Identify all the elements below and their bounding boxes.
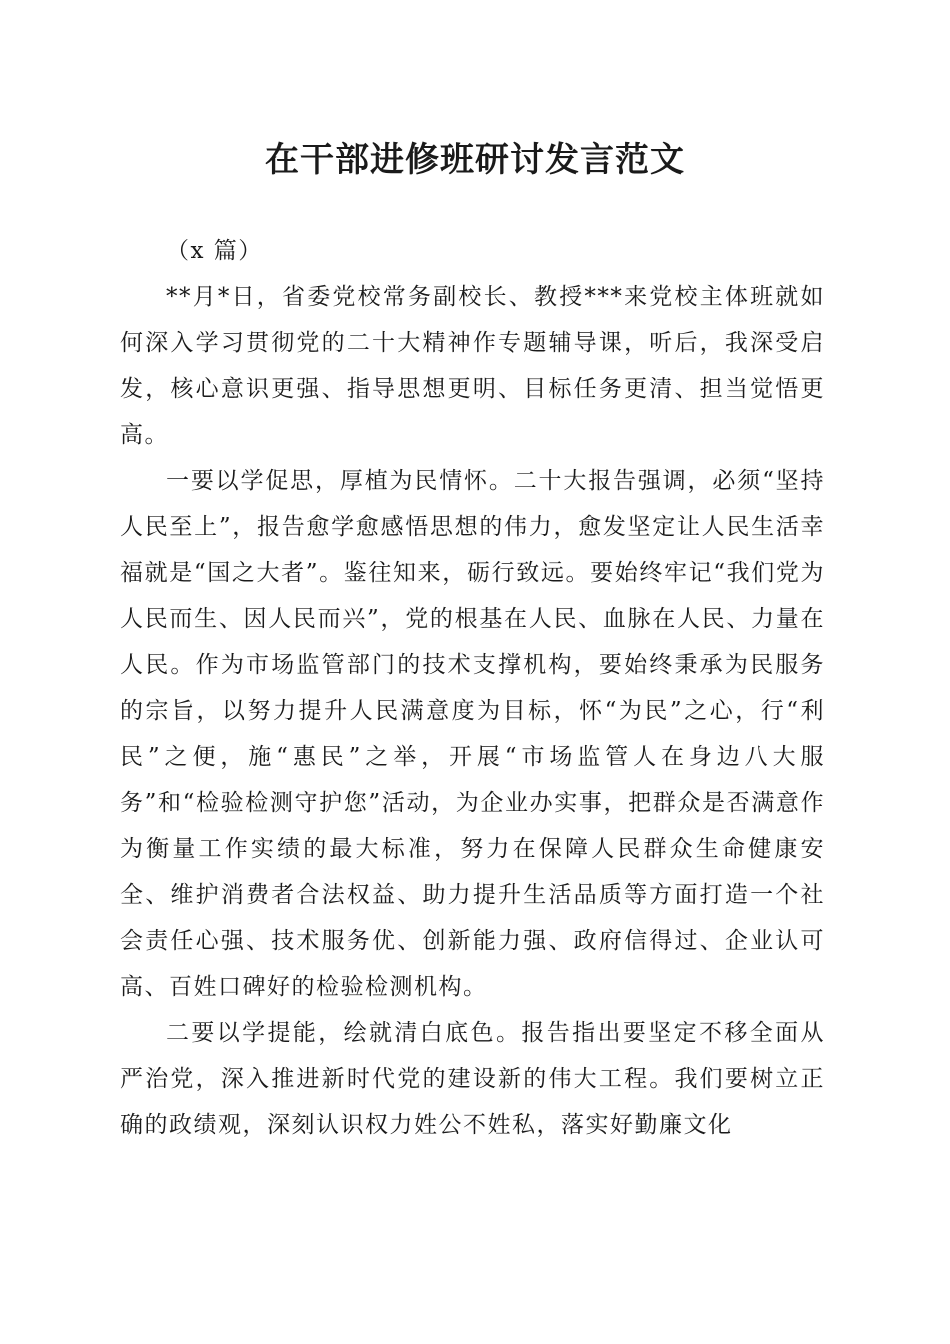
- piece-count-note: （x 篇）: [166, 238, 263, 264]
- intro-paragraph: **月*日，省委党校常务副校长、教授***来党校主体班就如何深入学习贯彻党的二十大精神作专题辅导课，听后，我深受启发，核心意识更强、指导思想更明、目标任务更清、担当觉悟更高。: [120, 284, 825, 448]
- point-two-paragraph: 二要以学提能，绘就清白底色。报告指出要坚定不移全面从严治党，深入推进新时代党的建设新的伟大工程。我们要树立正确的政绩观，深刻认识权力姓公不姓私，落实好勤廉文化: [120, 1020, 825, 1138]
- point-one-paragraph: 一要以学促思，厚植为民情怀。二十大报告强调，必须“坚持人民至上”，报告愈学愈感悟思想的伟力，愈发坚定让人民生活幸福就是“国之大者”。鉴往知来，砺行致远。要始终牢记“我们党为人民而生、因人民而兴”，党的根基在人民、血脉在人民、力量在人民。作为市场监管部门的技术支撑机构，要始终秉承为民服务的宗旨，以努力提升人民满意度为目标，怀“为民”之心，行“利民”之便，施“惠民”之举，开展“市场监管人在身边八大服务”和“检验检测守护您”活动，为企业办实事，把群众是否满意作为衡量工作实绩的最大标准，努力在保障人民群众生命健康安全、维护消费者合法权益、助力提升生活品质等方面打造一个社会责任心强、技术服务优、创新能力强、政府信得过、企业认可高、百姓口碑好的检验检测机构。: [120, 468, 825, 1000]
- document-body: [120, 228, 825, 1148]
- document-title: 在干部进修班研讨发言范文: [265, 140, 685, 180]
